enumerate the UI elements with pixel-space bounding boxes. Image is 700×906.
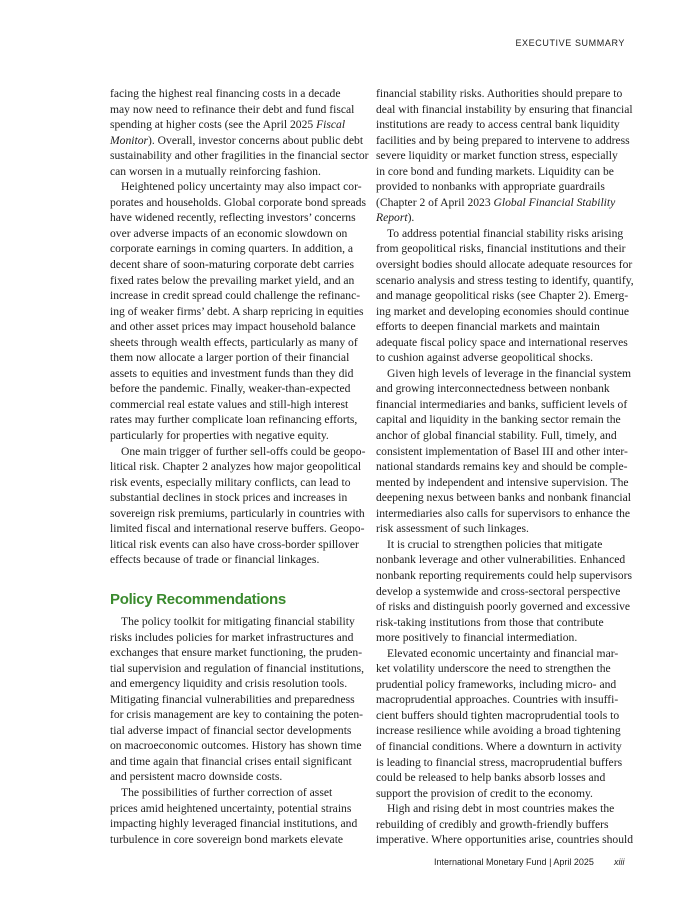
paragraph: Heightened policy uncertainty may also impact cor- porates and households. Global corporate bond spreads have widened recently, reflecting investors’ concerns over adverse impacts of an economic slowdown on corporate earnings in coming quarters. In addition, a decent share of soon-maturing corporate debt carries fixed rates below the prevailing market yield, and an increase in credit spread could challenge the refinanc- ing of weaker firms’ debt. A sharp repricing in equities and other asset prices may impact household balance sheets through wealth effects, particularly as many of them now allocate a larger portion of their financial assets to equities and investment funds than they did before the pandemic. Finally, weaker-than-expected commercial real estate values and still-high interest rates may further complicate loan refinancing efforts, particularly for properties with negative equity. xyxy=(110,180,366,443)
paragraph: Given high levels of leverage in the financial system and growing interconnectedness between nonbank financial intermediaries and banks, sufficient levels of capital and liquidity in the banking sector remain the anchor of global financial stability. Full, timely, and consistent implementation of Basel III and other inter- national standards remains key and should be comple- mented by independent and intensive supervision. The deepening nexus between banks and nonbank financial intermediaries also calls for supervisors to enhance the risk assessment of such linkages. xyxy=(376,366,632,536)
paragraph: financial stability risks. Authorities should prepare to deal with financial instability by ensuring that financial institutions are ready to access central bank liquidity facilities and by being prepared to intervene to address severe liquidity or market function stress, especially in core bond and funding markets. Liquidity can be provided to nonbanks with appropriate guardrails (Chapter 2 of April 2023 Global Financial Stability Report). xyxy=(376,87,633,225)
section-heading: Policy Recommendations xyxy=(110,590,286,608)
paragraph: The policy toolkit for mitigating financial stability risks includes policies for market infrastructures and exchanges that ensure market functioning, the pruden- tial supervision and regulation of financial institutions, and emergency liquidity and crisis resolution tools. Mitigating financial vulnerabilities and preparedness for crisis management are key to containing the poten- tial adverse impact of financial sector developments on macroeconomic outcomes. History has shown time and time again that financial crises entail significant and persistent macro downside costs. xyxy=(110,614,365,784)
paragraph: Elevated economic uncertainty and financial mar- ket volatility underscore the need to strengthen the prudential policy frameworks, including micro- and macroprudential approaches. Countries with insuffi- cient buffers should tighten macroprudential tools to increase resilience while avoiding a broad tightening of financial conditions. Where a downturn in activity is leading to financial stress, macroprudential buffers could be released to help banks absorb losses and support the provision of credit to the economy. xyxy=(376,646,623,800)
italic-title: Report xyxy=(376,211,408,225)
page-number: xiii xyxy=(614,857,625,867)
left-column xyxy=(110,86,372,847)
paragraph: facing the highest real financing costs in a decade may now need to refinance their debt and fund fiscal spending at higher costs (see the April 2025 Fiscal Monitor). Overall, investor concerns about public debt sustainability and other fragilities in the financial sector can worsen in a mutually reinforcing fashion. xyxy=(110,87,369,178)
paragraph: The possibilities of further correction of asset prices amid heightened uncertainty, potential strains impacting highly leveraged financial institutions, and turbulence in core sovereign bond markets elevate xyxy=(110,785,358,846)
paragraph: One main trigger of further sell-offs could be geopo- litical risk. Chapter 2 analyzes how major geopolitical risk events, especially military conflicts, can lead to substantial declines in stock prices and increases in sovereign risk premiums, particularly in countries with limited fiscal and international reserve buffers. Geopo- litical risk events can also have cross-border spillover effects because of trade or financial linkages. xyxy=(110,444,366,567)
paragraph: High and rising debt in most countries makes the rebuilding of credibly and growth-friendly buffers imperative. Where opportunities arise, countries should xyxy=(376,802,634,847)
italic-title: Global Financial Stability xyxy=(493,195,616,209)
italic-title: Monitor xyxy=(110,133,149,147)
running-head: EXECUTIVE SUMMARY xyxy=(515,38,625,48)
paragraph: It is crucial to strengthen policies that mitigate nonbank leverage and other vulnerabilities. Enhanced nonbank reporting requirements could help supervisors develop a systemwide and cross-sectoral perspective of risks and distinguish poorly governed and excessive risk-taking institutions from those that contribute more positively to financial intermediation. xyxy=(376,537,632,645)
paragraph: To address potential financial stability risks arising from geopolitical risks, financial institutions and their oversight bodies should allocate adequate resources for scenario analysis and stress testing to identify, quantify, and manage geopolitical risks (see Chapter 2). Emerg- ing market and developing economies should continue efforts to deepen financial markets and maintain adequate fiscal policy space and international reserves to cushion against adverse geopolitical shocks. xyxy=(376,226,634,365)
italic-title: Fiscal xyxy=(316,118,346,132)
footer-publication: International Monetary Fund | April 2025 xyxy=(434,857,594,867)
right-column xyxy=(376,86,638,848)
